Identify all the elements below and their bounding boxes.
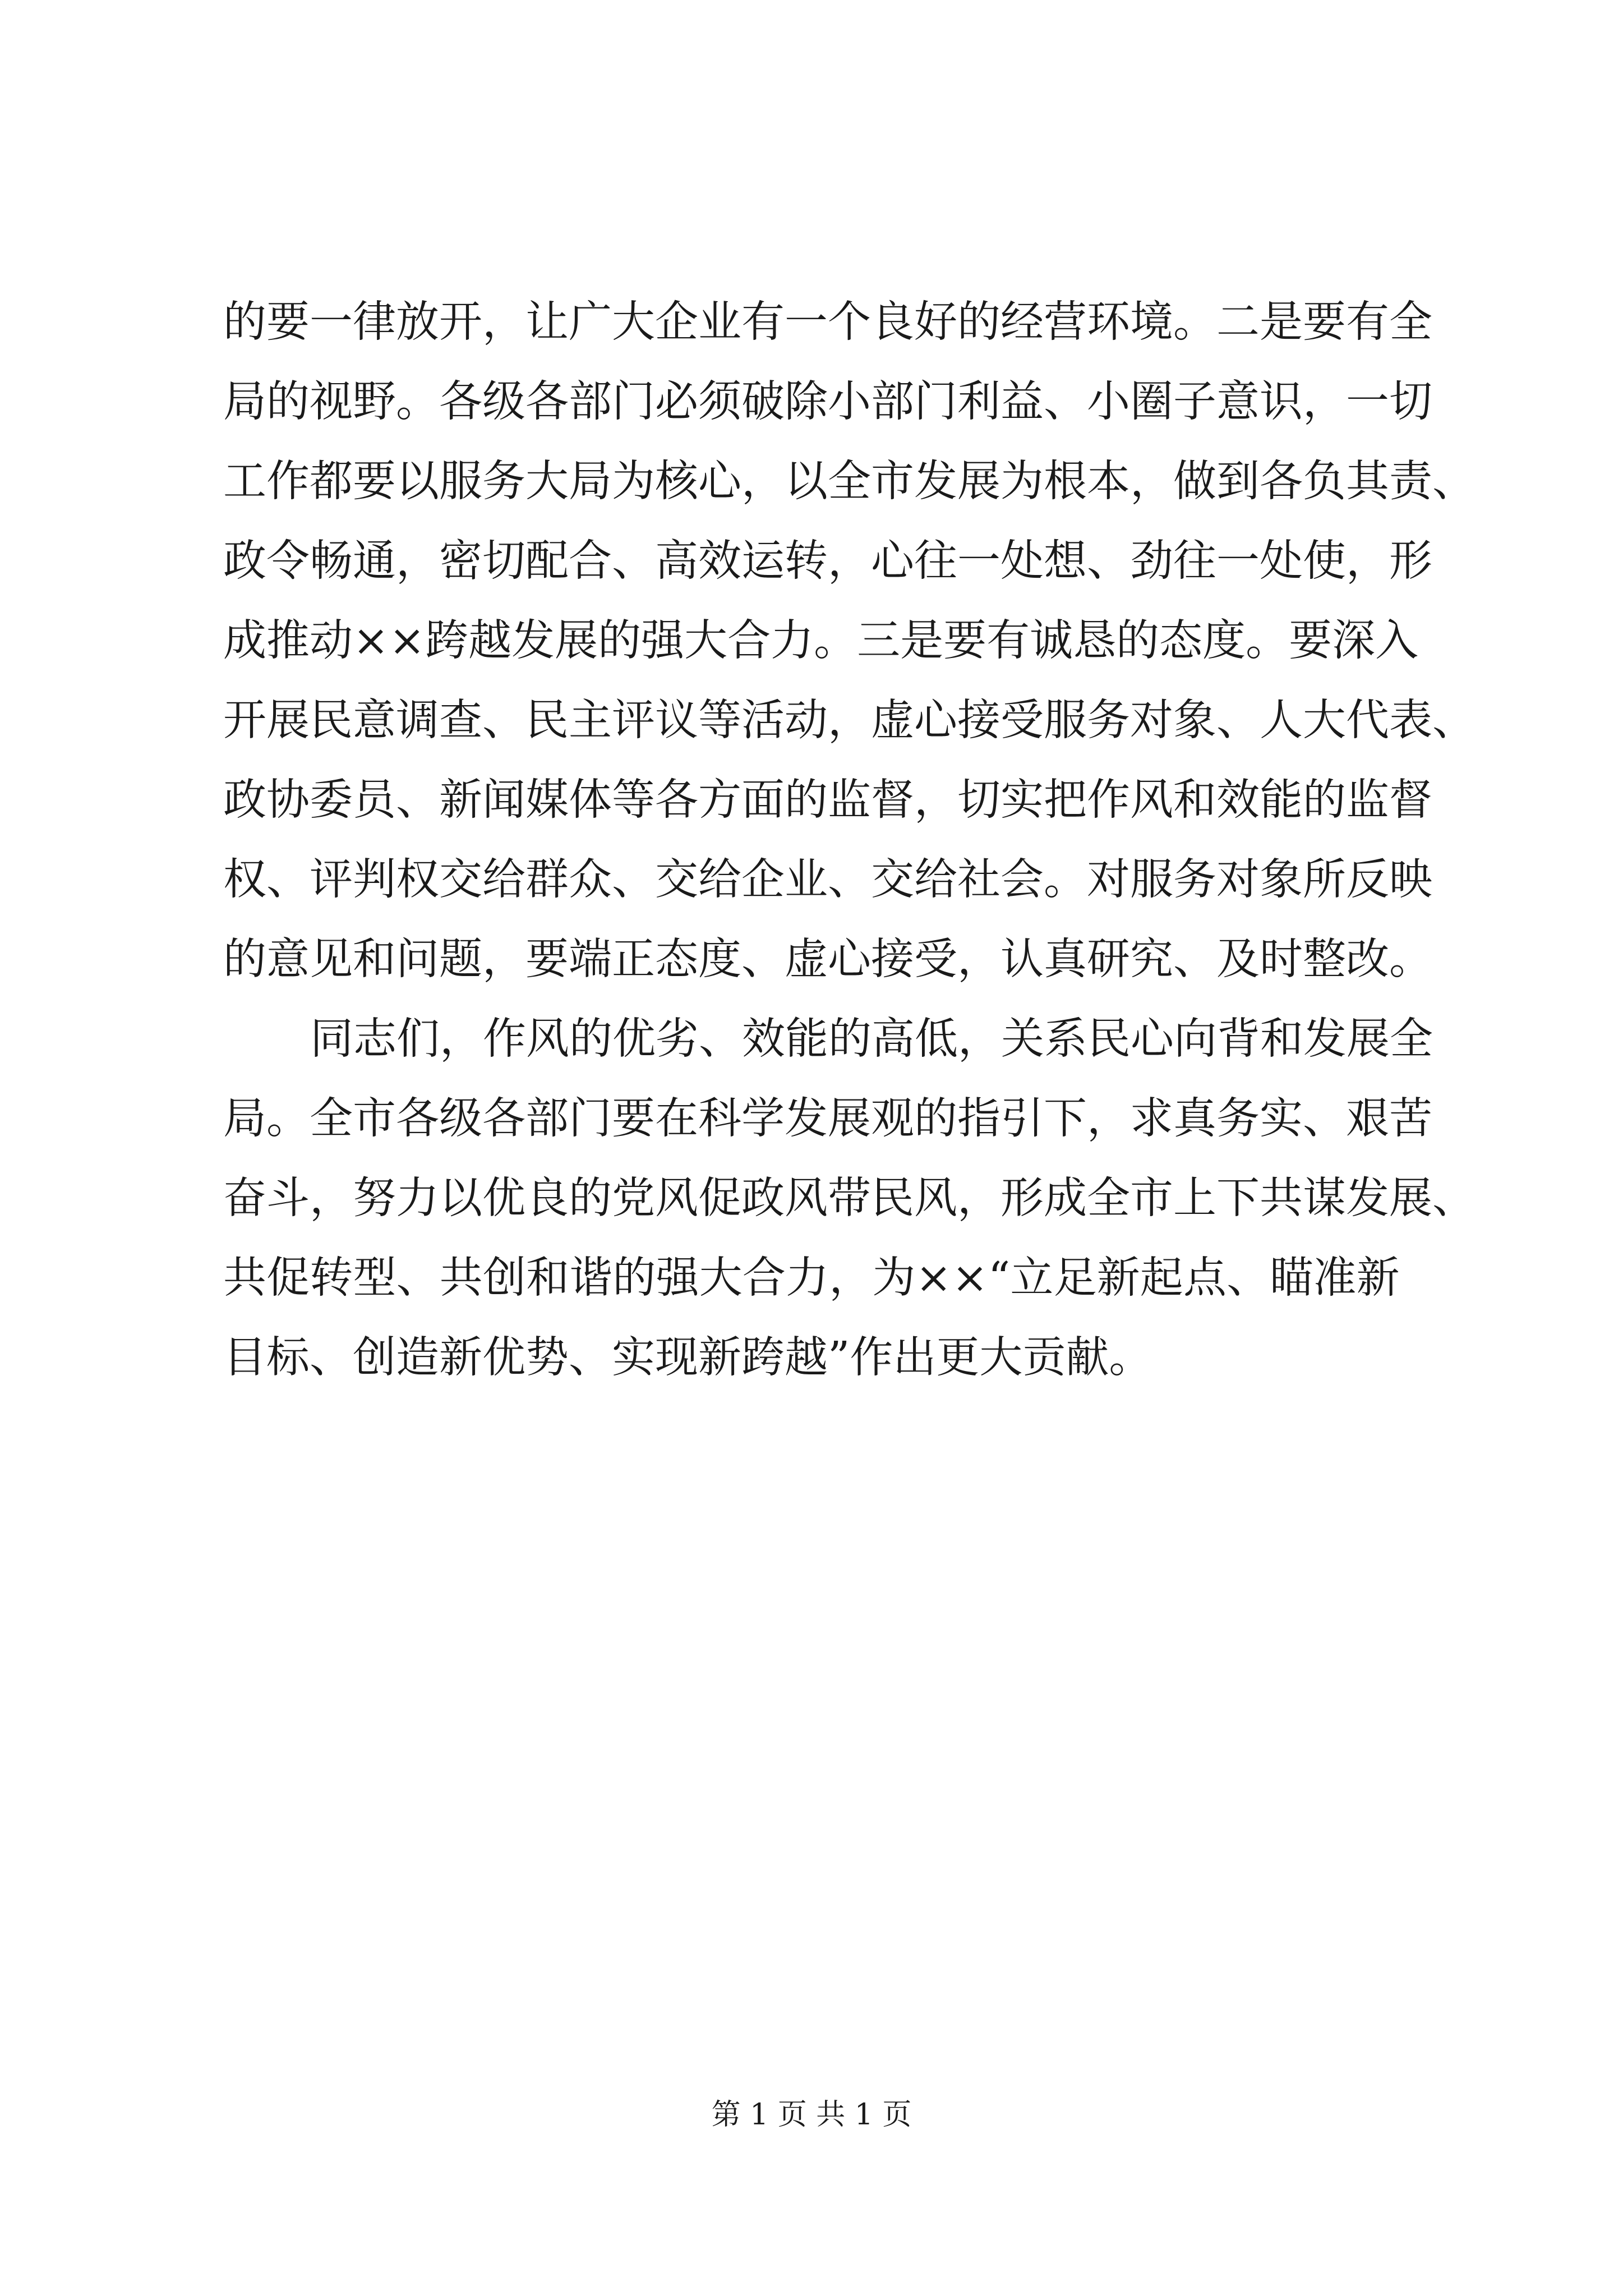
text-line-7: 政 协 委 员 、 新 闻 媒 体 等 各 方 面 的 监 督 ， 切 实 把 作 风 和 效 能 的 监 督 <box>223 775 1432 825</box>
text-line-5: 成 推 动 × × 跨 越 发 展 的 强 大 合 力 。 三 是 要 有 诚 恳 的 态 度 。 要 深 入 <box>223 616 1419 666</box>
text-line-4: 政 令 畅 通 ， 密 切 配 合 、 高 效 运 转 ， 心 往 一 处 想 、 劲 往 一 处 使 ， 形 <box>223 536 1432 586</box>
text-line-12: 奋 斗 ， 努 力 以 优 良 的 党 风 促 政 风 带 民 风 ， 形 成 全 市 上 下 共 谋 发 展 、 <box>223 1174 1476 1223</box>
text-line-6: 开 展 民 意 调 查 、 民 主 评 议 等 活 动 ， 虚 心 接 受 服 务 对 象 、 人 大 代 表 、 <box>223 696 1476 746</box>
text-line-9: 的 意 见 和 问 题 ， 要 端 正 态 度 、 虚 心 接 受 ， 认 真 研 究 、 及 时 整 改 。 <box>223 935 1432 984</box>
text-line-13: 共 促 转 型 、 共 创 和 谐 的 强 大 合 力 ， 为 × × “ 立 足 新 起 点 、 瞄 准 新 <box>223 1253 1400 1303</box>
text-line-14: 目标、创造新优势、实现新跨越”作出更大贡献。 <box>223 1333 1152 1383</box>
page-number-footer: 第 1 页 共 1 页 <box>711 2098 912 2132</box>
text-line-11: 局 。 全 市 各 级 各 部 门 要 在 科 学 发 展 观 的 指 引 下 ， 求 真 务 实 、 艰 苦 <box>223 1094 1432 1144</box>
text-line-3: 工 作 都 要 以 服 务 大 局 为 核 心 ， 以 全 市 发 展 为 根 本 ， 做 到 各 负 其 责 、 <box>223 457 1476 507</box>
text-line-10: 同 志 们 ， 作 风 的 优 劣 、 效 能 的 高 低 ， 关 系 民 心 向 背 和 发 展 全 <box>310 1014 1433 1064</box>
text-line-8: 权 、 评 判 权 交 给 群 众 、 交 给 企 业 、 交 给 社 会 。 对 服 务 对 象 所 反 映 <box>223 855 1432 905</box>
text-line-1: 的 要 一 律 放 开 ， 让 广 大 企 业 有 一 个 良 好 的 经 营 环 境 。 二 是 要 有 全 <box>223 297 1432 347</box>
text-line-2: 局 的 视 野 。 各 级 各 部 门 必 须 破 除 小 部 门 利 益 、 小 圈 子 意 识 ， 一 切 <box>223 377 1432 427</box>
